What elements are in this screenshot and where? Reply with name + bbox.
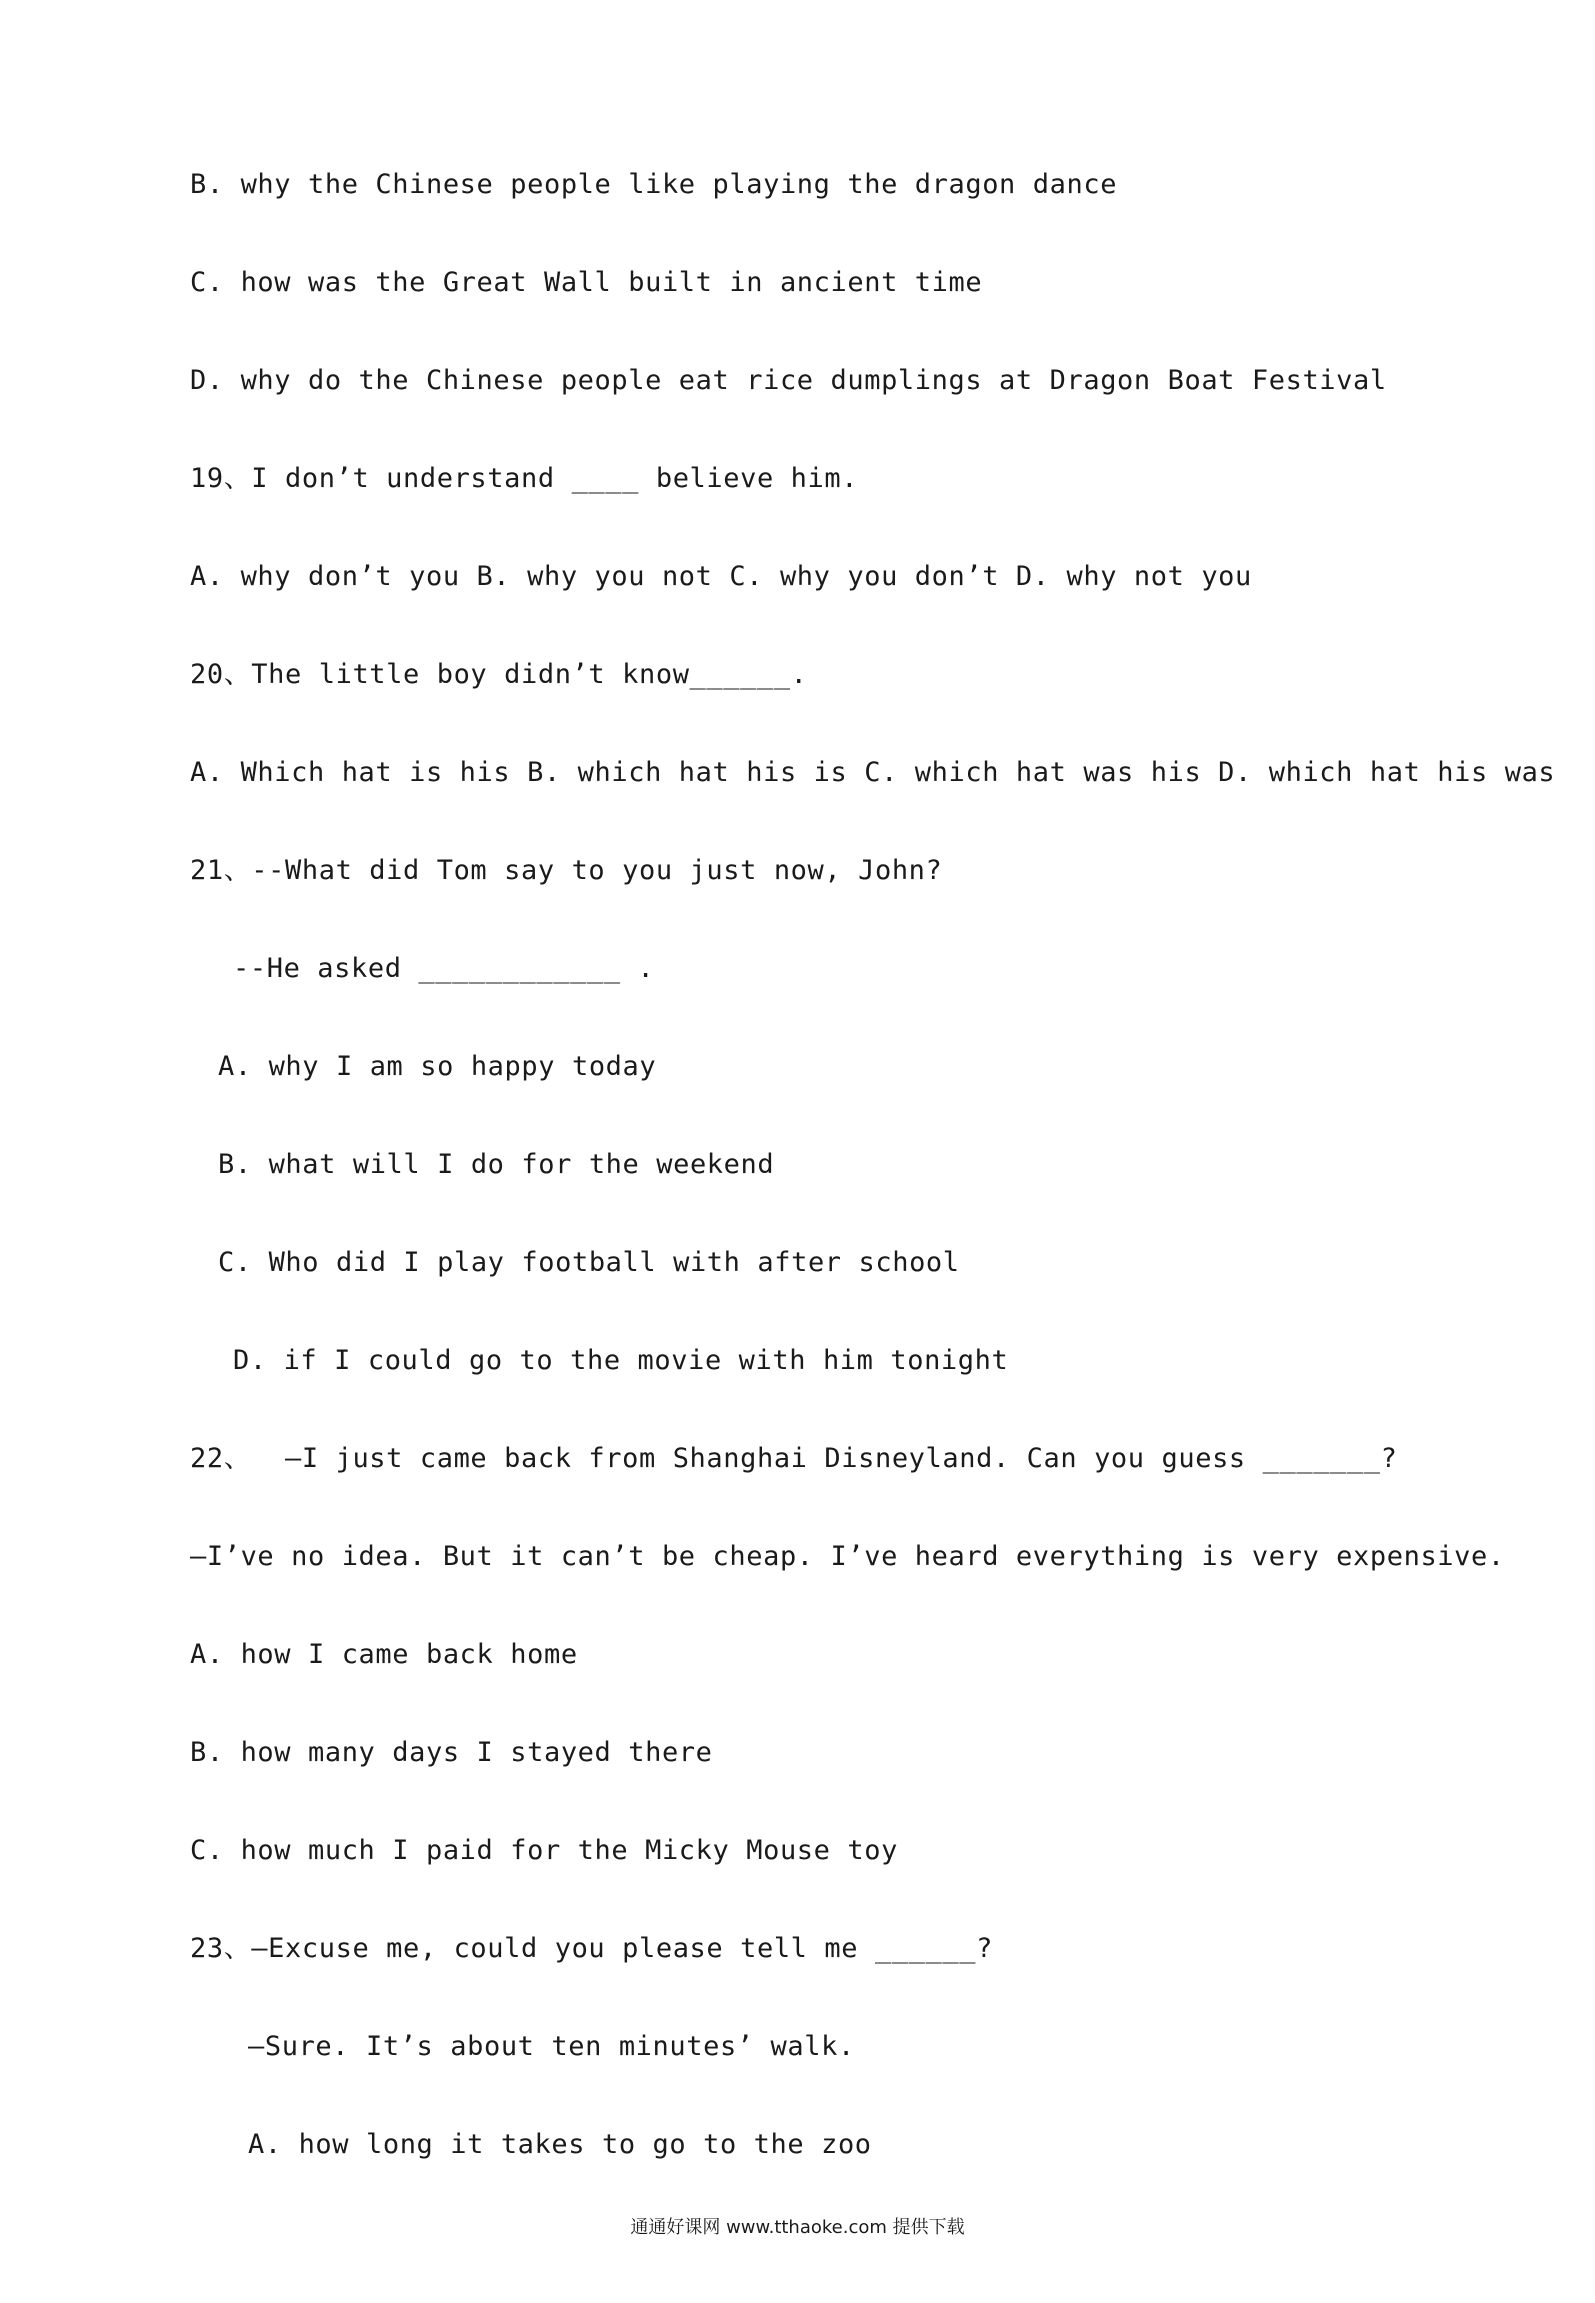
- question-23: 23、—Excuse me, could you please tell me ______?: [190, 1933, 993, 1964]
- option-line: A. how long it takes to go to the zoo: [248, 2129, 872, 2160]
- question-19: 19、I don’t understand ____ believe him.: [190, 463, 859, 494]
- options-20: A. Which hat is his B. which hat his is C. which hat was his D. which hat his was: [190, 757, 1556, 788]
- options-19: A. why don’t you B. why you not C. why you don’t D. why not you: [190, 561, 1252, 592]
- question-23-reply: —Sure. It’s about ten minutes’ walk.: [248, 2031, 855, 2062]
- page-footer: 通通好课网 www.tthaoke.com 提供下载: [630, 2217, 965, 2238]
- question-22-reply: —I’ve no idea. But it can’t be cheap. I’ve heard everything is very expensive.: [190, 1541, 1505, 1572]
- option-line: B. what will I do for the weekend: [218, 1149, 775, 1180]
- option-line: A. how I came back home: [190, 1639, 578, 1670]
- question-21-reply: --He asked ____________ .: [233, 953, 655, 984]
- option-line: A. why I am so happy today: [218, 1051, 657, 1082]
- option-line: B. why the Chinese people like playing the dragon dance: [190, 169, 1118, 200]
- option-line: D. why do the Chinese people eat rice dumplings at Dragon Boat Festival: [190, 365, 1387, 396]
- option-line: C. Who did I play football with after school: [218, 1247, 960, 1278]
- option-line: C. how much I paid for the Micky Mouse toy: [190, 1835, 898, 1866]
- question-20: 20、The little boy didn’t know______.: [190, 659, 808, 690]
- question-21: 21、--What did Tom say to you just now, John?: [190, 855, 943, 886]
- option-line: D. if I could go to the movie with him tonight: [233, 1345, 1009, 1376]
- option-line: C. how was the Great Wall built in ancient time: [190, 267, 983, 298]
- option-line: B. how many days I stayed there: [190, 1737, 713, 1768]
- question-22: 22、 —I just came back from Shanghai Disneyland. Can you guess _______?: [190, 1443, 1398, 1474]
